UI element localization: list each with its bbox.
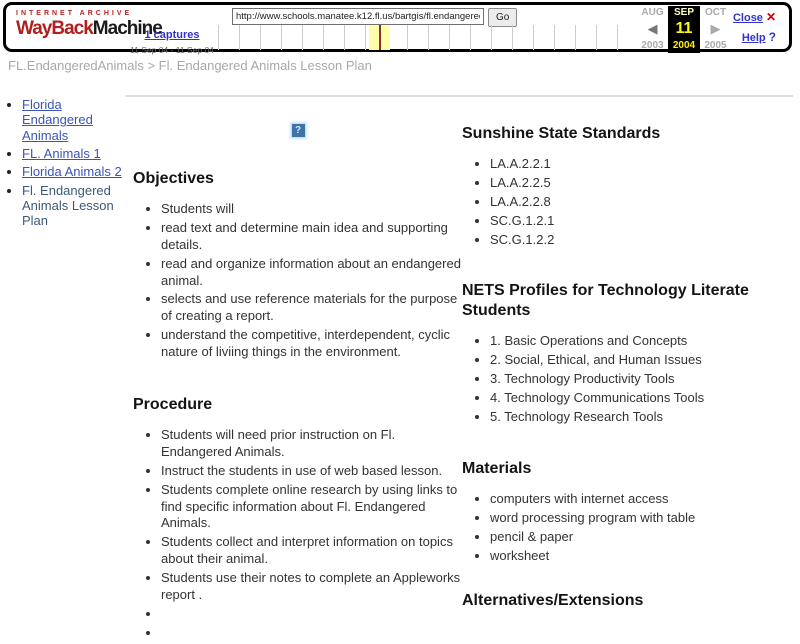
captures-link[interactable]: 1 captures [144,29,200,41]
sidebar-link[interactable]: FL. Animals 1 [22,145,101,161]
sidebar-nav [0,97,125,232]
internet-archive-label: INTERNET ARCHIVE [16,10,133,17]
list-item: • worksheet [490,548,793,565]
go-button[interactable]: Go [488,8,517,27]
month-prev-label: AUG [641,7,664,18]
list-item: • SC.G.1.2.2 [490,232,793,249]
sidebar-item [22,146,125,161]
objectives-list [133,201,463,361]
list-item: • 2. Social, Ethical, and Human Issues [490,352,793,369]
standards-heading: Sunshine State Standards [462,125,661,142]
sidebar-current-page[interactable]: Fl. Endangered Animals Lesson Plan [22,182,114,229]
help-icon[interactable]: ? [768,30,776,44]
help-link[interactable]: Help [741,32,766,44]
wayback-toolbar [3,2,792,55]
standards-list [462,156,793,248]
calendar-next-icon[interactable]: ▶ [710,21,721,36]
breadcrumb: FL.EndangeredAnimals > Fl. Endangered Animals Lesson Plan [8,58,372,73]
list-item: • LA.A.2.2.5 [490,175,793,192]
alternatives-heading: Alternatives/Extensions [462,592,644,610]
close-icon[interactable]: ✕ [765,10,776,24]
captures-date-range: 11 Sep 04 - 11 Sep 04 [130,45,214,55]
procedure-heading: Procedure [133,396,213,414]
active-day: 11 [668,19,700,39]
sidebar-item [22,164,125,179]
nets-list [462,333,793,425]
capture-marker-icon [379,25,381,50]
year-prev-label: 2003 [641,40,664,51]
objectives-heading: Objectives [133,170,214,187]
list-item [161,625,463,642]
sidebar-link[interactable]: Florida Endangered Animals [22,97,93,143]
wayback-wordmark-red: WayBack [16,18,93,39]
broken-image-icon: ? [291,123,306,138]
list-item: • 4. Technology Communications Tools [490,390,793,407]
list-item: • read and organize information about an endangered animal. [161,256,463,290]
year-next-label: 2005 [704,40,727,51]
list-item: • 3. Technology Productivity Tools [490,371,793,388]
nets-heading: NETS Profiles for Technology Literate Students [462,282,749,320]
captures-summary [118,25,226,55]
list-item: • 5. Technology Research Tools [490,409,793,426]
left-column [133,97,463,644]
list-item [161,606,463,623]
list-item: • Students will need prior instruction on Fl. Endangered Animals. [161,427,463,461]
list-item: • read text and determine main idea and supporting details. [161,220,463,254]
sidebar-item [22,183,125,229]
list-item: • word processing program with table [490,510,793,527]
main-content [125,95,793,610]
list-item: • LA.A.2.2.1 [490,156,793,173]
materials-list [462,491,793,565]
capture-highlight[interactable] [369,25,390,50]
procedure-list [133,427,463,642]
list-item: • computers with internet access [490,491,793,508]
list-item: • Instruct the students in use of web based lesson. [161,463,463,480]
capture-timeline[interactable] [218,25,636,50]
year-active-label: 2004 [668,39,700,53]
list-item: • Students will [161,201,463,218]
url-input[interactable] [232,8,484,25]
month-next-label: OCT [704,7,727,18]
list-item: • Students collect and interpret information on topics about their animal. [161,534,463,568]
list-item: • LA.A.2.2.8 [490,194,793,211]
list-item: • pencil & paper [490,529,793,546]
sidebar-item [22,97,125,143]
sidebar-link[interactable]: Florida Animals 2 [22,164,122,180]
list-item: • Students complete online research by using links to find specific information about Fl. Endangered Animals. [161,482,463,533]
calendar-prev-icon[interactable]: ◀ [647,21,658,36]
right-column [462,97,793,611]
materials-heading: Materials [462,459,532,477]
list-item: • 1. Basic Operations and Concepts [490,333,793,350]
month-active-label: SEP [668,6,700,19]
wayback-wordmark-black: Machine [92,18,162,39]
list-item: • selects and use reference materials for the purpose of creating a report. [161,291,463,325]
date-navigator [637,6,731,53]
list-item: • SC.G.1.2.1 [490,213,793,230]
list-item: • Students use their notes to complete an Appleworks report . [161,570,463,604]
close-link[interactable]: Close [732,12,763,24]
list-item: • understand the competitive, interdependent, cyclic nature of liviing things in the environment. [161,327,463,361]
